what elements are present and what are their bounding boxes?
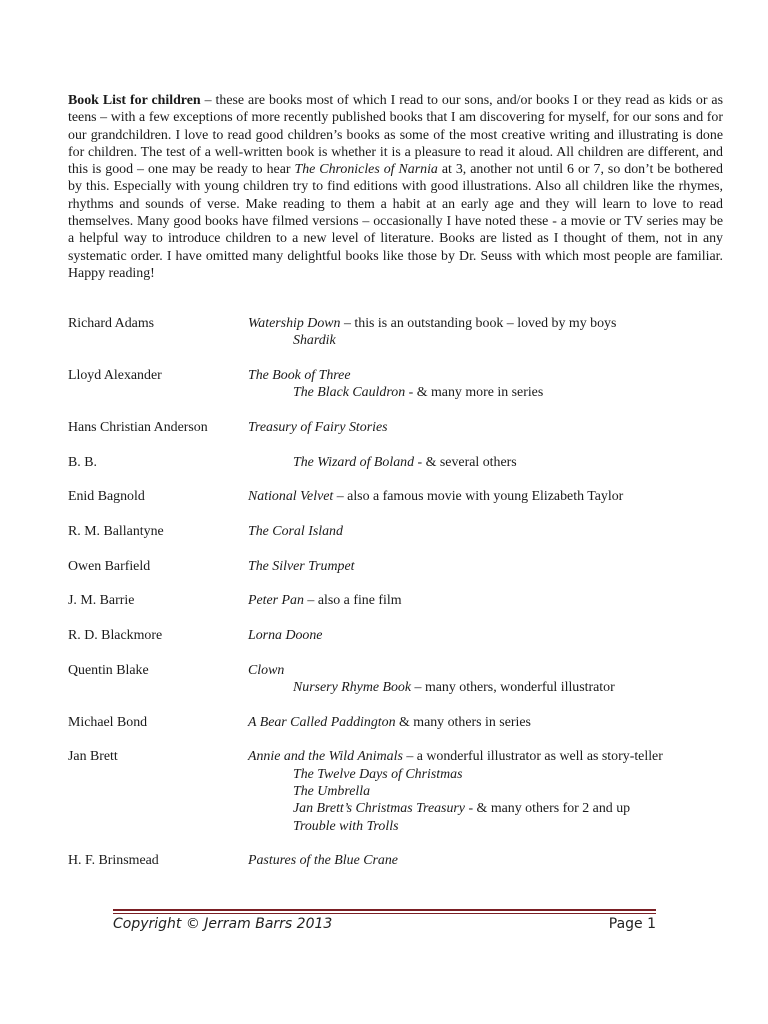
book-title: Clown <box>248 662 285 678</box>
book-author: Lloyd Alexander <box>68 367 162 383</box>
book-author: Quentin Blake <box>68 662 149 678</box>
book-note: – also a fine film <box>303 593 402 609</box>
book-title: Lorna Doone <box>248 628 323 644</box>
book-title: Pastures of the Blue Crane <box>248 853 398 869</box>
book-title: The Coral Island <box>248 524 343 540</box>
book-title: National Velvet <box>248 489 334 505</box>
book-title-line <box>248 852 728 869</box>
book-author: Richard Adams <box>68 316 155 331</box>
book-title-line <box>248 783 728 800</box>
book-title: Jan Brett’s Christmas Treasury <box>293 801 465 817</box>
book-note: – many others, wonderful illustrator <box>411 680 615 696</box>
book-title-line <box>248 332 728 349</box>
book-titles <box>248 714 728 731</box>
book-titles <box>248 315 728 350</box>
book-author: R. M. Ballantyne <box>68 524 164 540</box>
book-note: – this is an outstanding book – loved by my boys <box>340 316 617 331</box>
book-title: The Wizard of Boland <box>293 454 415 470</box>
book-title-line <box>248 367 728 384</box>
book-author: J. M. Barrie <box>68 593 135 609</box>
book-author: Michael Bond <box>68 714 148 730</box>
footer-rule-thin <box>113 913 656 914</box>
footer-page-number: Page 1 <box>608 916 656 932</box>
book-title-line <box>248 748 728 765</box>
book-title: The Silver Trumpet <box>248 558 355 574</box>
book-entry <box>68 419 728 436</box>
book-title: The Book of Three <box>248 367 351 383</box>
book-title: The Black Cauldron <box>293 385 406 401</box>
book-note: - & several others <box>414 454 517 470</box>
book-title-line <box>248 315 728 332</box>
book-titles <box>248 662 728 697</box>
book-entry <box>68 488 728 505</box>
book-entry <box>68 714 728 731</box>
book-note: & many others in series <box>395 714 531 730</box>
book-entry <box>68 523 728 540</box>
book-titles <box>248 627 728 644</box>
book-author: R. D. Blackmore <box>68 628 163 644</box>
book-title-line <box>248 384 728 401</box>
book-title: Watership Down <box>248 316 341 331</box>
book-title-line <box>248 454 728 471</box>
book-note: – a wonderful illustrator as well as story-teller <box>402 749 663 765</box>
book-entry <box>68 662 728 697</box>
book-title-line <box>248 679 728 696</box>
book-entry <box>68 852 728 869</box>
footer-rule-thick <box>113 909 656 911</box>
book-author: Enid Bagnold <box>68 489 145 505</box>
book-entry <box>68 627 728 644</box>
book-author: B. B. <box>68 454 97 470</box>
book-note: – also a famous movie with young Elizabeth Taylor <box>333 489 624 505</box>
book-title-line <box>248 488 728 505</box>
book-author: Owen Barfield <box>68 558 151 574</box>
book-list <box>68 315 728 887</box>
intro-paragraph <box>68 92 723 282</box>
book-entry <box>68 558 728 575</box>
book-title-line <box>248 523 728 540</box>
book-title: Nursery Rhyme Book <box>293 680 412 696</box>
book-titles <box>248 592 728 609</box>
book-titles <box>248 748 728 834</box>
book-titles <box>248 454 728 471</box>
book-entry <box>68 367 728 402</box>
book-title-line <box>248 800 728 817</box>
book-title: The Umbrella <box>293 784 371 800</box>
book-title-line <box>248 714 728 731</box>
book-title: Peter Pan <box>248 593 304 609</box>
book-titles <box>248 558 728 575</box>
book-title: The Twelve Days of Christmas <box>293 766 463 782</box>
footer-copyright: Copyright © Jerram Barrs 2013 <box>113 916 333 932</box>
book-titles <box>248 523 728 540</box>
book-title-line <box>248 818 728 835</box>
book-entry <box>68 592 728 609</box>
book-author: Jan Brett <box>68 749 118 765</box>
book-author: H. F. Brinsmead <box>68 853 159 869</box>
book-titles <box>248 419 728 436</box>
book-title: A Bear Called Paddington <box>248 714 396 730</box>
book-entry <box>68 454 728 471</box>
book-title: Annie and the Wild Animals <box>248 749 403 765</box>
book-title-line <box>248 558 728 575</box>
intro-text-part1: – these are books most of which I read to our sons, and/or books I or they read as kids or as teens – with a few exceptions of more recently published books that I am discovering for myself, for our sons and for our grandchildren. I love to read good children’s books as some of the most creative writing and illustrating is done for children. The test of a well-written book is whether it is a pleasure to read it aloud. All children are different, and this is good – one may be ready to hear <box>68 93 723 178</box>
book-title-line <box>248 662 728 679</box>
book-title: Trouble with Trolls <box>293 818 399 834</box>
book-author: Hans Christian Anderson <box>68 419 208 435</box>
book-title-line <box>248 419 728 436</box>
book-title-line <box>248 627 728 644</box>
book-note: - & many more in series <box>405 385 544 401</box>
book-entry <box>68 315 728 350</box>
intro-italic-title: The Chronicles of Narnia <box>294 162 438 178</box>
book-title: Shardik <box>293 333 336 349</box>
intro-heading: Book List for children <box>68 93 201 108</box>
book-titles <box>248 488 728 505</box>
intro-text-part2: at 3, another not until 6 or 7, so don’t be bothered by this. Especially with young children try to find editions with good illustrations. Also all children like the rhymes, rhythms and sounds of verse. Make reading to them a habit at an early age and they will learn to love to read themselves. Many good books have filmed versions – occasionally I have noted these - a movie or TV series may be a helpful way to introduce children to a new level of literature. Books are listed as I thought of them, not in any systematic order. I have omitted many delightful books like those by Dr. Seuss with which most people are familiar. Happy reading! <box>68 162 723 281</box>
book-note: - & many others for 2 and up <box>464 801 631 817</box>
book-entry <box>68 748 728 834</box>
book-titles <box>248 852 728 869</box>
book-title-line <box>248 592 728 609</box>
book-title: Treasury of Fairy Stories <box>248 419 388 435</box>
book-title-line <box>248 766 728 783</box>
book-titles <box>248 367 728 402</box>
